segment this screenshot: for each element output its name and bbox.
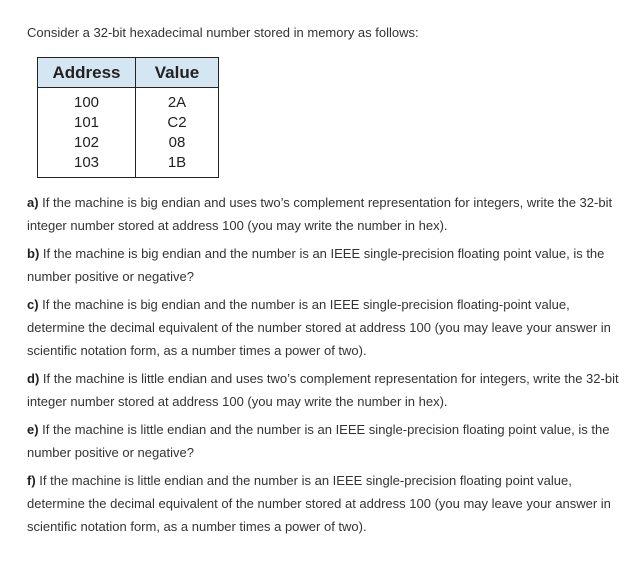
intro-text: Consider a 32-bit hexadecimal number stored in memory as follows: <box>27 25 419 40</box>
value-cell: 2A <box>167 94 187 111</box>
question-text: If the machine is little endian and the number is an IEEE single-precision floating point value, is the number positive or negative? <box>27 422 610 460</box>
question-text: If the machine is big endian and uses two’s complement representation for integers, write the 32-bit integer number stored at address 100 (you may write the number in hex). <box>27 195 613 233</box>
table-header-row <box>38 58 219 88</box>
address-column-header: Address <box>38 58 136 88</box>
address-cell: 102 <box>73 134 100 151</box>
question-label: e) <box>27 422 39 437</box>
address-cell: 100 <box>73 94 100 111</box>
question-text: If the machine is little endian and uses two’s complement representation for integers, write the 32-bit integer number stored at address 100 (you may write the number in hex). <box>27 371 619 409</box>
value-cell: 1B <box>167 154 187 171</box>
question-a <box>27 191 631 237</box>
question-text: If the machine is big endian and the number is an IEEE single-precision floating point value, is the number positive or negative? <box>27 246 605 284</box>
address-cell: 103 <box>73 154 100 171</box>
memory-table <box>37 57 219 178</box>
question-label: b) <box>27 246 40 261</box>
value-cell: 08 <box>168 134 186 151</box>
question-label: f) <box>27 473 36 488</box>
value-column-header: Value <box>136 58 219 88</box>
table-body-row <box>38 88 219 178</box>
question-f <box>27 469 631 538</box>
question-list <box>27 191 631 543</box>
value-cell: C2 <box>167 114 187 131</box>
question-label: d) <box>27 371 40 386</box>
value-cell-group <box>136 88 219 178</box>
question-d <box>27 367 631 413</box>
question-label: c) <box>27 297 39 312</box>
question-e <box>27 418 631 464</box>
address-cell-group <box>38 88 136 178</box>
address-cell: 101 <box>73 114 100 131</box>
question-text: If the machine is big endian and the number is an IEEE single-precision floating-point value, determine the decimal equivalent of the number stored at address 100 (you may leave your answer in scientific notation form, as a number times a power of two). <box>27 297 611 358</box>
question-c <box>27 293 631 362</box>
question-text: If the machine is little endian and the number is an IEEE single-precision floating point value, determine the decimal equivalent of the number stored at address 100 (you may leave your answer in scientific notation form, as a number times a power of two). <box>27 473 611 534</box>
question-label: a) <box>27 195 39 210</box>
question-b <box>27 242 631 288</box>
